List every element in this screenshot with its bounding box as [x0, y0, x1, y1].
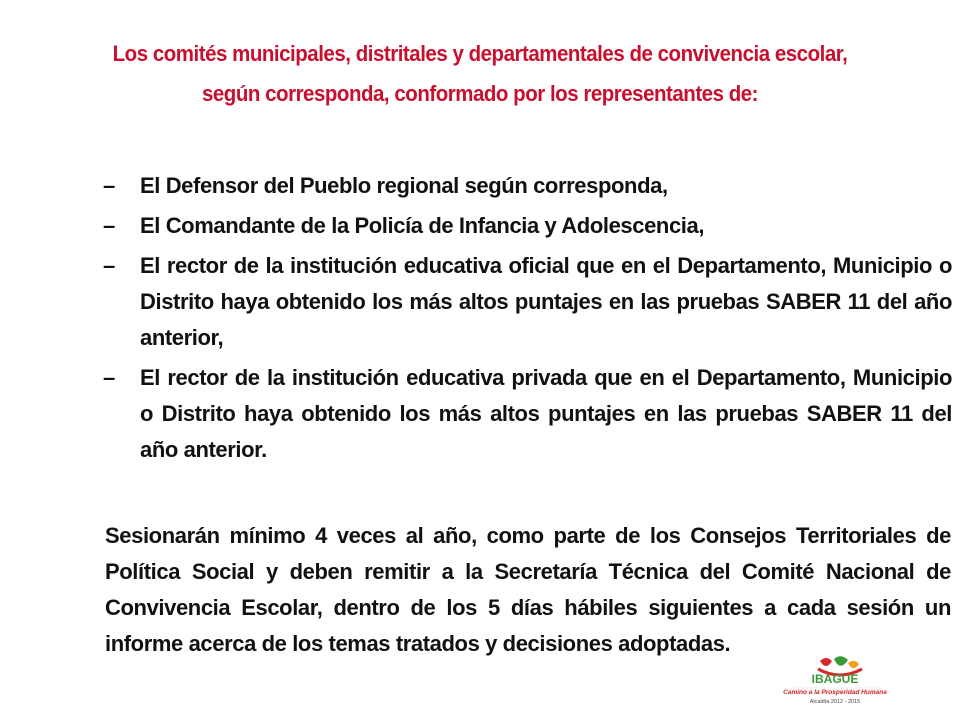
logo-slogan: Camino a la Prosperidad Humana — [783, 689, 887, 696]
list-item — [103, 208, 952, 244]
bullet-dash: – — [103, 213, 115, 238]
slide-title: Los comités municipales, distritales y departamentales de convivencia escolar, según corresponda, conformado por los representantes de: — [112, 41, 848, 106]
sessions-paragraph: Sesionarán mínimo 4 veces al año, como parte de los Consejos Territoriales de Política Social y deben remitir a la Secretaría Técnica del Comité Nacional de Convivencia Escolar, dentro de los 5 días hábiles siguientes a cada sesión un informe acerca de los temas tratados y decisiones adoptadas. — [105, 523, 951, 656]
representatives-list — [103, 168, 952, 472]
logo-name: IBAGUE — [811, 672, 859, 686]
logo-mark-icon — [770, 655, 900, 717]
bullet-dash: – — [103, 173, 115, 198]
ibague-logo — [770, 655, 900, 717]
list-item-text: El rector de la institución educativa oficial que en el Departamento, Municipio o Distrito haya obtenido los más altos puntajes en las pruebas SABER 11 del año anterior, — [140, 253, 952, 350]
bullet-dash: – — [103, 365, 115, 390]
bullet-dash: – — [103, 253, 115, 278]
logo-period: Alcaldía 2012 - 2015 — [809, 699, 861, 705]
list-item-text: El Defensor del Pueblo regional según corresponda, — [140, 173, 668, 198]
list-item — [103, 360, 952, 468]
list-item — [103, 168, 952, 204]
list-item-text: El Comandante de la Policía de Infancia y Adolescencia, — [140, 213, 705, 238]
list-item-text: El rector de la institución educativa privada que en el Departamento, Municipio o Distrito haya obtenido los más altos puntajes en las pruebas SABER 11 del año anterior. — [140, 365, 952, 462]
list-item — [103, 248, 952, 356]
